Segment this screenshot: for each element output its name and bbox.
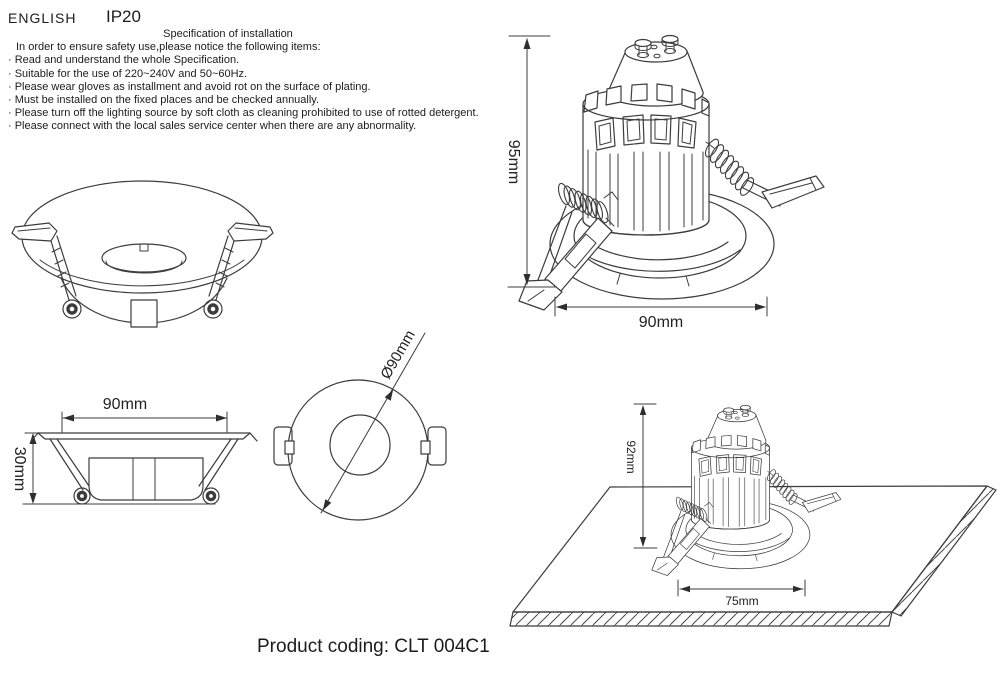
dim-label-75mm: 75mm (725, 594, 759, 608)
dim-label-90mm: 90mm (638, 314, 684, 331)
specification-text (8, 28, 528, 134)
fixture-section (31, 433, 257, 504)
dim-label-92mm: 92mm (624, 440, 638, 474)
dim-label-30mm: 30mm (11, 446, 28, 492)
top-view (272, 315, 477, 533)
dimension-90mm (555, 297, 767, 331)
dim-label-diameter: Ø90mm (377, 327, 419, 383)
assembled-view (500, 22, 830, 338)
dim-label-95mm: 95mm (505, 139, 522, 185)
trim-ring-3d-view (5, 170, 280, 338)
language-label: ENGLISH (8, 10, 77, 26)
specification-intro: In order to ensure safety use,please notice the following items: (16, 41, 321, 54)
installation-view (505, 383, 995, 635)
ip-rating-label: IP20 (106, 7, 141, 26)
specification-item: · Read and understand the whole Specification. (8, 54, 240, 67)
specification-item: · Please wear gloves as installment and avoid rot on the surface of plating. (8, 80, 371, 93)
dim-label-90mm: 90mm (102, 396, 148, 413)
trim-ring-body (22, 181, 262, 327)
specification-item: · Must be installed on the fixed places and be checked annually. (8, 94, 320, 107)
dimension-95mm (505, 36, 555, 287)
product-coding: Product coding: CLT 004C1 (257, 636, 490, 657)
specification-title: Specification of installation (163, 28, 293, 40)
dimension-height (11, 433, 215, 504)
side-view (5, 392, 255, 534)
trim-ring-top (274, 380, 446, 520)
specification-item: · Please connect with the local sales service center when there are any abnormality. (8, 120, 417, 133)
dimension-diameter (321, 327, 425, 513)
specification-item: · Please turn off the lighting source by soft cloth as cleaning prohibited to use of rotted detergent. (8, 107, 479, 120)
dimension-width (62, 396, 227, 432)
downlight-fixture (519, 36, 824, 311)
specification-item: · Suitable for the use of 220~240V and 50~60Hz. (8, 67, 248, 80)
